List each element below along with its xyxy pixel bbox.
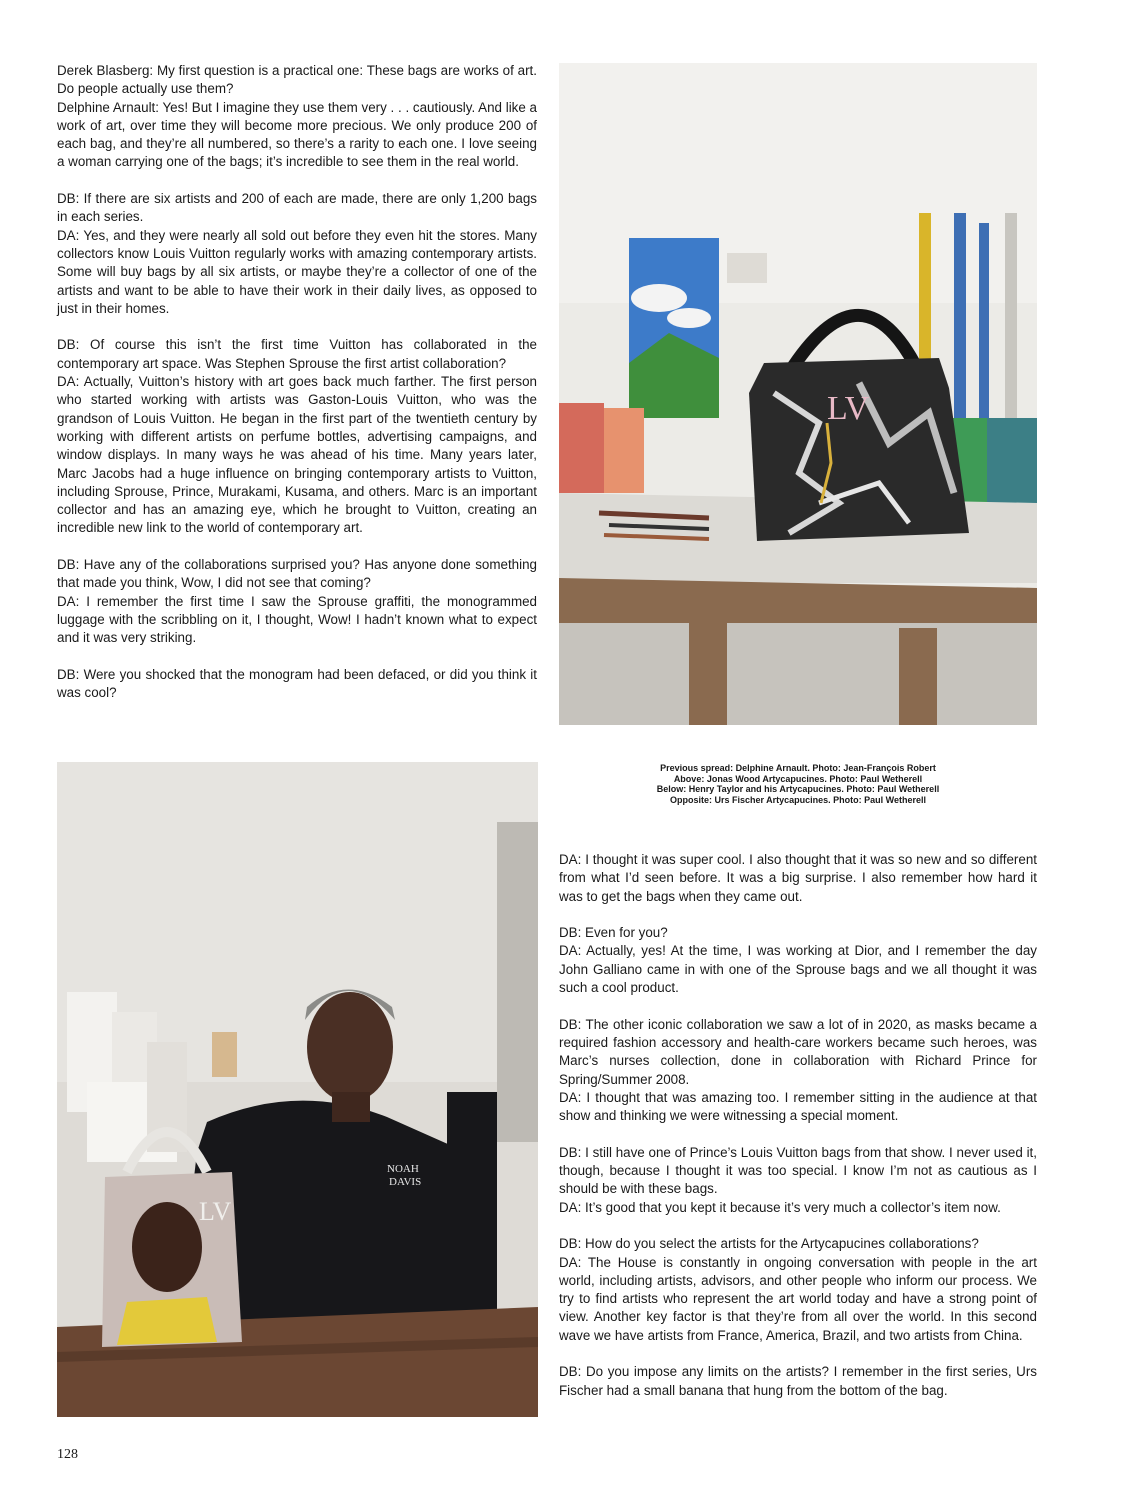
paragraph: DB: Have any of the collaborations surprised you? Has anyone done something that made you think, Wow, I did not see that coming?	[57, 557, 537, 591]
paragraph-gap	[559, 997, 1037, 1015]
artist-portrait-photo	[57, 762, 538, 1417]
paragraph: DA: The House is constantly in ongoing conversation with people in the art world, including artists, advisors, and other people who inform our process. We try to find artists who represent the art world today and have a strong point of view. Another key factor is that they’re from all over the world. In this second wave we have artists from France, America, Brazil, and two artists from China.	[559, 1254, 1037, 1343]
paragraph: DB: Even for you?	[559, 925, 668, 941]
paragraph-gap	[559, 1217, 1037, 1235]
paragraph: DB: Were you shocked that the monogram had been defaced, or did you think it was cool?	[57, 666, 537, 701]
paragraph: DB: If there are six artists and 200 of each are made, there are only 1,200 bags in each series.	[57, 191, 537, 225]
paragraph: DA: Actually, Vuitton’s history with art goes back much farther. The first person who started working with artists was Gaston-Louis Vuitton, who was the grandson of Louis Vuitton. He began in the first part of the twentieth century by working with different artists on perfume bottles, advertising campaigns, and window displays. In many ways he was ahead of his time. Many years later, Marc Jacobs had a huge influence on bringing contemporary artists to Vuitton, including Sprouse, Prince, Murakami, Kusama, and others. Marc is an important collector and has an amazing eye, which he brought to Vuitton, creating an incredible new link to the world of contemporary art.	[57, 374, 537, 536]
paragraph: DA: It’s good that you kept it because it’s very much a collector’s item now.	[559, 1199, 1001, 1215]
paragraph: DA: Yes, and they were nearly all sold out before they even hit the stores. Many collectors know Louis Vuitton regularly works with amazing contemporary artists. Some will buy bags by all six artists, or maybe they’re a collector of one of the artists and want to be able to have their work in their daily lives, as opposed to just in their homes.	[57, 227, 537, 316]
portrait-photo-illustration	[57, 762, 538, 1417]
paragraph-gap	[559, 1125, 1037, 1143]
paragraph: Derek Blasberg: My first question is a practical one: These bags are works of art. Do people actually use them?	[57, 63, 537, 97]
interview-column-left	[57, 62, 537, 702]
paragraph: DB: I still have one of Prince’s Louis Vuitton bags from that show. I never used it, though, because I thought it was too special. I know I’m not as cautious as I should be with these bags.	[559, 1144, 1037, 1197]
page-number: 128	[57, 1447, 78, 1462]
paragraph-gap	[559, 1345, 1037, 1363]
caption-line: Above: Jonas Wood Artycapucines. Photo: Paul Wetherell	[673, 773, 923, 784]
paragraph: Delphine Arnault: Yes! But I imagine they use them very . . . cautiously. And like a work of art, over time they will become more precious. We only produce 200 of each bag, and they’re all numbered, so there’s a rarity to each one. I love seeing a woman carrying one of the bags; it’s incredible to see them in the real world.	[57, 99, 537, 170]
caption-line: Previous spread: Delphine Arnault. Photo: Jean-François Robert	[660, 763, 936, 773]
paragraph: DB: Of course this isn’t the first time Vuitton has collaborated in the contemporary art space. Was Stephen Sprouse the first artist collaboration?	[57, 337, 537, 371]
handbag-photo-illustration	[559, 63, 1037, 725]
paragraph-gap	[57, 318, 537, 336]
paragraph: DB: The other iconic collaboration we saw a lot of in 2020, as masks became a required fashion accessory and health-care workers became such heroes, was Marc’s nurses collection, done in collaboration with Richard Prince for Spring/Summer 2008.	[559, 1016, 1037, 1087]
photo-caption	[559, 763, 1037, 805]
paragraph: DA: I thought that was amazing too. I remember sitting in the audience at that show and thinking we were witnessing a special moment.	[559, 1089, 1037, 1124]
paragraph-gap	[57, 172, 537, 190]
paragraph: DA: Actually, yes! At the time, I was working at Dior, and I remember the day John Galliano came in with one of the Sprouse bags and we all thought it was such a cool product.	[559, 943, 1037, 996]
caption-line: Opposite: Urs Fischer Artycapucines. Photo: Paul Wetherell	[669, 794, 927, 805]
shirt-text: NOAH	[387, 1163, 419, 1175]
paragraph: DB: Do you impose any limits on the artists? I remember in the first series, Urs Fischer had a small banana that hung from the bottom of the bag.	[559, 1364, 1037, 1398]
paragraph-gap	[57, 538, 537, 556]
svg-text:LV: LV	[199, 1197, 232, 1226]
paragraph: DB: How do you select the artists for the Artycapucines collaborations?	[559, 1236, 979, 1252]
caption-line: Below: Henry Taylor and his Artycapucines. Photo: Paul Wetherell	[656, 784, 940, 795]
paragraph: DA: I thought it was super cool. I also thought that it was so new and so different from what I’d seen before. It was a big surprise. I also remember how hard it was to get the bags when they came out.	[559, 852, 1037, 904]
shirt-text: DAVIS	[389, 1176, 422, 1188]
handbag-studio-photo	[559, 63, 1037, 725]
svg-text:LV: LV	[827, 390, 870, 427]
paragraph: DA: I remember the first time I saw the Sprouse graffiti, the monogrammed luggage with the scribbling on it, I thought, Wow! I hadn’t known what to expect and it was very striking.	[57, 593, 537, 646]
paragraph-gap	[559, 906, 1037, 924]
interview-column-right	[559, 851, 1037, 1400]
paragraph-gap	[57, 648, 537, 666]
